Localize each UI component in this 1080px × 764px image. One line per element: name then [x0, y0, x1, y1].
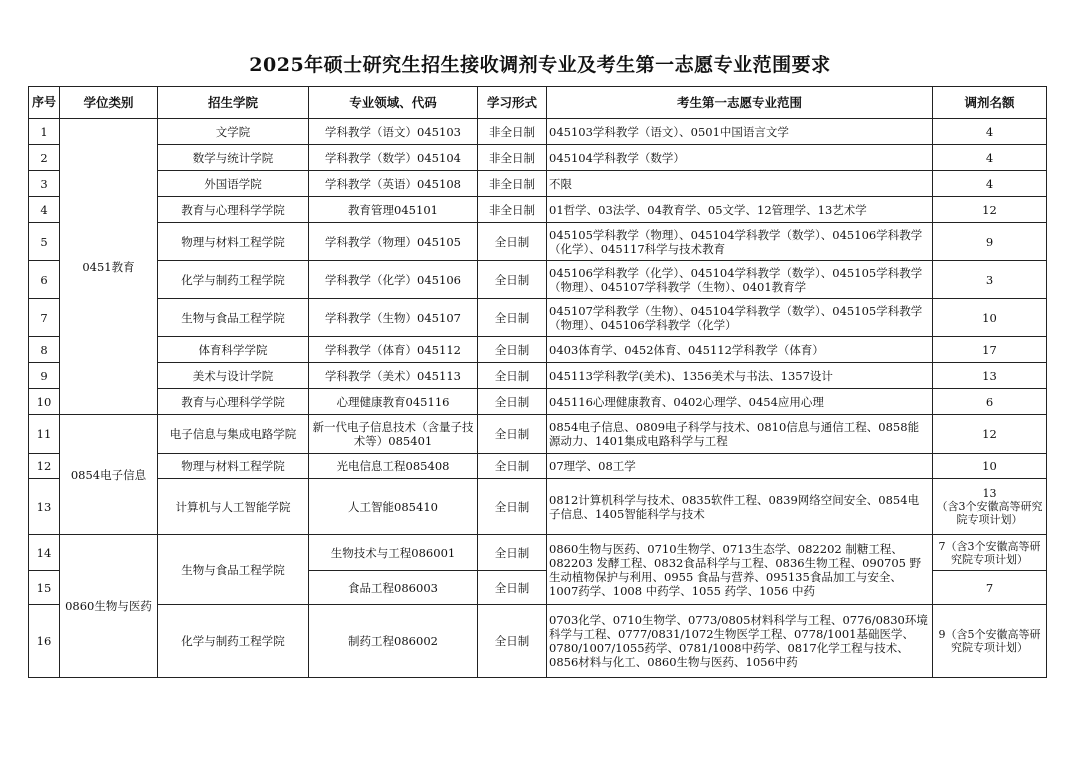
- table-row: [29, 145, 1047, 171]
- college-cell: 计算机与人工智能学院: [158, 479, 309, 535]
- row-number: 11: [29, 415, 60, 454]
- row-number: 14: [29, 535, 60, 571]
- college-cell: 教育与心理科学学院: [158, 389, 309, 415]
- quota-cell: 4: [933, 119, 1047, 145]
- quota-cell: 12: [933, 415, 1047, 454]
- table-row: [29, 389, 1047, 415]
- scope-cell: 07理学、08工学: [547, 454, 933, 479]
- mode-cell: 全日制: [478, 337, 547, 363]
- major-cell: 光电信息工程085408: [309, 454, 478, 479]
- header-row: [29, 87, 1047, 119]
- scope-cell: 0854电子信息、0809电子科学与技术、0810信息与通信工程、0858能源动力、1401集成电路科学与工程: [547, 415, 933, 454]
- table-row: [29, 197, 1047, 223]
- quota-cell: 9（含5个安徽高等研究院专项计划）: [933, 605, 1047, 678]
- major-cell: 学科教学（英语）045108: [309, 171, 478, 197]
- major-cell: 学科教学（生物）045107: [309, 299, 478, 337]
- mode-cell: 非全日制: [478, 197, 547, 223]
- table-row: [29, 415, 1047, 454]
- quota-cell: 12: [933, 197, 1047, 223]
- table-row: [29, 171, 1047, 197]
- header-mode: 学习形式: [478, 87, 547, 119]
- row-number: 6: [29, 261, 60, 299]
- table-row: [29, 605, 1047, 678]
- header-seq: 序号: [29, 87, 60, 119]
- row-number: 16: [29, 605, 60, 678]
- quota-cell: 10: [933, 454, 1047, 479]
- table-row: [29, 261, 1047, 299]
- major-cell: 学科教学（体育）045112: [309, 337, 478, 363]
- scope-cell: 01哲学、03法学、04教育学、05文学、12管理学、13艺术学: [547, 197, 933, 223]
- college-cell: 数学与统计学院: [158, 145, 309, 171]
- quota-cell: 10: [933, 299, 1047, 337]
- major-cell: 学科教学（物理）045105: [309, 223, 478, 261]
- table-row: [29, 337, 1047, 363]
- college-cell: 化学与制药工程学院: [158, 261, 309, 299]
- college-cell: 物理与材料工程学院: [158, 454, 309, 479]
- mode-cell: 非全日制: [478, 119, 547, 145]
- row-number: 13: [29, 479, 60, 535]
- table-row: [29, 479, 1047, 535]
- table-row: [29, 535, 1047, 571]
- college-cell: 教育与心理科学学院: [158, 197, 309, 223]
- quota-cell: 7: [933, 571, 1047, 605]
- college-cell: 生物与食品工程学院: [158, 299, 309, 337]
- quota-cell: 4: [933, 171, 1047, 197]
- quota-note: （含3个安徽高等研究院专项计划）: [936, 500, 1043, 526]
- major-cell: 学科教学（数学）045104: [309, 145, 478, 171]
- degree-group: 0854电子信息: [60, 415, 158, 535]
- mode-cell: 全日制: [478, 415, 547, 454]
- college-cell: 体育科学学院: [158, 337, 309, 363]
- college-cell: 外国语学院: [158, 171, 309, 197]
- scope-cell: 045116心理健康教育、0402心理学、0454应用心理: [547, 389, 933, 415]
- mode-cell: 全日制: [478, 223, 547, 261]
- adjustment-table: [28, 86, 1047, 678]
- quota-cell: 7（含3个安徽高等研究院专项计划）: [933, 535, 1047, 571]
- mode-cell: 全日制: [478, 571, 547, 605]
- mode-cell: 全日制: [478, 535, 547, 571]
- row-number: 8: [29, 337, 60, 363]
- major-cell: 制药工程086002: [309, 605, 478, 678]
- mode-cell: 全日制: [478, 389, 547, 415]
- mode-cell: 非全日制: [478, 171, 547, 197]
- quota-cell: 6: [933, 389, 1047, 415]
- college-cell: 文学院: [158, 119, 309, 145]
- scope-cell: 0812计算机科学与技术、0835软件工程、0839网络空间安全、0854电子信息、1405智能科学与技术: [547, 479, 933, 535]
- header-scope: 考生第一志愿专业范围: [547, 87, 933, 119]
- mode-cell: 全日制: [478, 479, 547, 535]
- major-cell: 学科教学（化学）045106: [309, 261, 478, 299]
- mode-cell: 全日制: [478, 605, 547, 678]
- major-cell: 食品工程086003: [309, 571, 478, 605]
- quota-cell: 9: [933, 223, 1047, 261]
- scope-cell: 045113学科教学(美术)、1356美术与书法、1357设计: [547, 363, 933, 389]
- major-cell: 心理健康教育045116: [309, 389, 478, 415]
- header-quota: 调剂名额: [933, 87, 1047, 119]
- row-number: 10: [29, 389, 60, 415]
- quota-cell: 17: [933, 337, 1047, 363]
- major-cell: 人工智能085410: [309, 479, 478, 535]
- row-number: 15: [29, 571, 60, 605]
- scope-cell: 045104学科教学（数学）: [547, 145, 933, 171]
- degree-group: 0860生物与医药: [60, 535, 158, 678]
- major-cell: 教育管理045101: [309, 197, 478, 223]
- scope-cell: 0403体育学、0452体育、045112学科教学（体育）: [547, 337, 933, 363]
- table-row: [29, 299, 1047, 337]
- major-cell: 新一代电子信息技术（含量子技术等）085401: [309, 415, 478, 454]
- college-cell: 物理与材料工程学院: [158, 223, 309, 261]
- row-number: 3: [29, 171, 60, 197]
- table-row: [29, 454, 1047, 479]
- mode-cell: 全日制: [478, 454, 547, 479]
- scope-cell: 不限: [547, 171, 933, 197]
- major-cell: 学科教学（语文）045103: [309, 119, 478, 145]
- quota-cell: 13: [933, 363, 1047, 389]
- degree-group: 0451教育: [60, 119, 158, 415]
- major-cell: 生物技术与工程086001: [309, 535, 478, 571]
- row-number: 9: [29, 363, 60, 389]
- row-number: 1: [29, 119, 60, 145]
- college-cell: 美术与设计学院: [158, 363, 309, 389]
- row-number: 4: [29, 197, 60, 223]
- college-cell: 化学与制药工程学院: [158, 605, 309, 678]
- quota-cell: 4: [933, 145, 1047, 171]
- table-row: [29, 223, 1047, 261]
- row-number: 2: [29, 145, 60, 171]
- header-major: 专业领域、代码: [309, 87, 478, 119]
- mode-cell: 非全日制: [478, 145, 547, 171]
- quota-cell: [933, 479, 1047, 535]
- major-cell: 学科教学（美术）045113: [309, 363, 478, 389]
- table-row: [29, 363, 1047, 389]
- mode-cell: 全日制: [478, 363, 547, 389]
- college-cell: 生物与食品工程学院: [158, 535, 309, 605]
- mode-cell: 全日制: [478, 261, 547, 299]
- scope-cell: 0703化学、0710生物学、0773/0805材料科学与工程、0776/0830环境科学与工程、0777/0831/1072生物医学工程、0778/1001基础医学、0780/1007/1055药学、0781/1008中药学、0817化学工程与技术、0856材料与化工、0860生物与医药、1056中药: [547, 605, 933, 678]
- page-title: 2025年硕士研究生招生接收调剂专业及考生第一志愿专业范围要求: [249, 54, 831, 76]
- header-college: 招生学院: [158, 87, 309, 119]
- scope-cell: 045103学科教学（语文）、0501中国语言文学: [547, 119, 933, 145]
- table-row: [29, 119, 1047, 145]
- row-number: 7: [29, 299, 60, 337]
- scope-cell: 045106学科教学（化学）、045104学科教学（数学）、045105学科教学（物理）、045107学科教学（生物）、0401教育学: [547, 261, 933, 299]
- scope-cell: 045107学科教学（生物）、045104学科教学（数学）、045105学科教学（物理）、045106学科教学（化学）: [547, 299, 933, 337]
- quota-value: 13: [982, 487, 997, 500]
- row-number: 5: [29, 223, 60, 261]
- header-degree: 学位类别: [60, 87, 158, 119]
- row-number: 12: [29, 454, 60, 479]
- college-cell: 电子信息与集成电路学院: [158, 415, 309, 454]
- quota-cell: 3: [933, 261, 1047, 299]
- scope-cell: 0860生物与医药、0710生物学、0713生态学、082202 制糖工程、082203 发酵工程、0832食品科学与工程、0836生物工程、090705 野生动植物保护与利用、0955 食品与营养、095135食品加工与安全、1007药学、1008 中药学、1055 药学、1056 中药: [547, 535, 933, 605]
- scope-cell: 045105学科教学（物理）、045104学科教学（数学）、045106学科教学（化学）、045117科学与技术教育: [547, 223, 933, 261]
- mode-cell: 全日制: [478, 299, 547, 337]
